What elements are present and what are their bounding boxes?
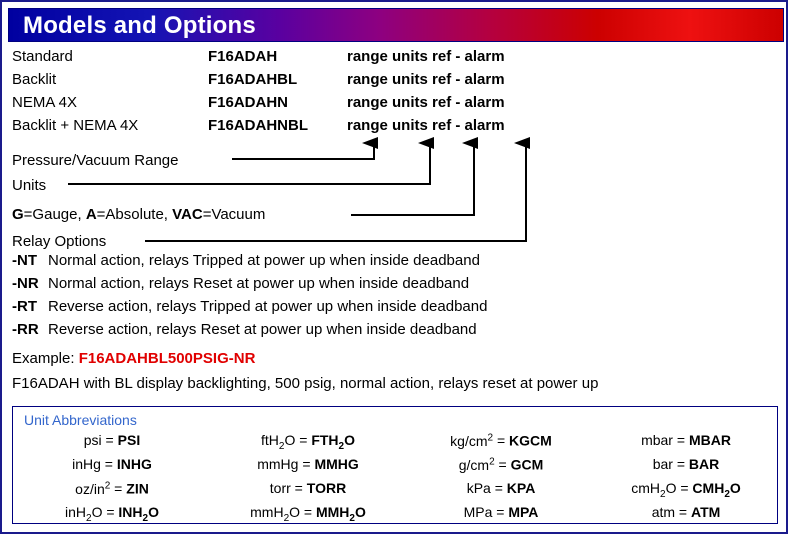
abbr-code: MBAR [688, 432, 731, 448]
unit-abbreviations-grid [14, 432, 776, 528]
abbreviation-cell: $kg/cm^2$ = KGCM [450, 432, 552, 449]
abbr-unit: inHg [72, 456, 101, 472]
callout-label: G=Gauge, A=Absolute, VAC=Vacuum [12, 206, 269, 223]
abbr-unit: inH$_2$O [64, 504, 103, 524]
abbreviation-cell: $mmH_2O = MMH_2O$ [250, 504, 366, 524]
callout-reference [12, 206, 572, 230]
relay-option-description: Normal action, relays Tripped at power up when inside deadband [48, 252, 480, 269]
model-name: Backlit [12, 71, 57, 88]
example-description: F16ADAH with BL display backlighting, 500 psig, normal action, relays reset at power up [12, 375, 599, 392]
abbr-unit: mmHg [257, 456, 299, 472]
abbr-unit: kPa [466, 480, 491, 496]
model-row [12, 71, 612, 94]
relay-option-description: Reverse action, relays Tripped at power up when inside deadband [48, 298, 488, 315]
relay-option-code: -RT [12, 298, 37, 315]
example-line [12, 350, 255, 367]
unit-abbreviations-title: Unit Abbreviations [24, 412, 137, 428]
relay-option-item [12, 275, 712, 298]
abbr-code: KGCM [509, 432, 552, 449]
model-suffix: range units ref - alarm [347, 48, 505, 65]
abbreviation-cell: inHg = INHG [72, 456, 152, 472]
abbreviation-cell: $oz/in^2$ = ZIN [75, 480, 149, 497]
relay-option-description: Reverse action, relays Reset at power up when inside deadband [48, 321, 477, 338]
callout-label: Relay Options [12, 233, 110, 250]
model-suffix: range units ref - alarm [347, 71, 505, 88]
abbr-unit: bar [652, 456, 673, 472]
abbreviation-cell: MPa = MPA [463, 504, 539, 520]
model-name: NEMA 4X [12, 94, 78, 111]
model-row [12, 94, 612, 117]
abbr-code: KPA [506, 480, 536, 496]
abbr-code: $INH_2O$ [118, 504, 159, 524]
callout-label: Pressure/Vacuum Range [12, 152, 182, 169]
header-banner [8, 8, 784, 42]
abbr-code: MPA [508, 504, 539, 520]
callout-units [12, 177, 572, 201]
abbr-unit: torr [269, 480, 291, 496]
abbreviation-cell: torr = TORR [269, 480, 347, 496]
callout-label: Units [12, 177, 50, 194]
abbr-code: ZIN [126, 480, 149, 497]
abbreviation-cell: atm = ATM [651, 504, 721, 520]
abbr-code: GCM [510, 456, 544, 473]
relay-option-item [12, 321, 712, 344]
abbr-code: MMHG [314, 456, 359, 472]
model-name: Backlit + NEMA 4X [12, 117, 139, 134]
abbr-code: $FTH_2O$ [311, 432, 355, 452]
callout-range [12, 152, 572, 176]
abbreviation-cell: kPa = KPA [466, 480, 536, 496]
relay-option-code: -NR [12, 275, 39, 292]
model-suffix: range units ref - alarm [347, 94, 505, 111]
abbr-code: ATM [691, 504, 721, 520]
model-list [12, 48, 612, 140]
abbreviation-cell: bar = BAR [652, 456, 720, 472]
abbr-code: INHG [116, 456, 152, 472]
abbreviation-cell: psi = PSI [83, 432, 141, 448]
abbr-unit: MPa [463, 504, 493, 520]
abbreviation-cell: mmHg = MMHG [257, 456, 359, 472]
abbr-code: TORR [306, 480, 347, 496]
model-code: F16ADAHNBL [208, 117, 309, 134]
abbr-unit: psi [83, 432, 102, 448]
page-title: Models and Options [23, 12, 256, 39]
relay-option-item [12, 298, 712, 321]
abbr-code: PSI [117, 432, 141, 448]
model-name: Standard [12, 48, 73, 65]
abbr-unit: atm [651, 504, 676, 520]
model-row [12, 117, 612, 140]
abbr-code: $MMH_2O$ [315, 504, 366, 524]
abbreviation-cell: $ftH_2O = FTH_2O$ [261, 432, 355, 452]
abbreviation-cell: mbar = MBAR [641, 432, 731, 448]
abbr-unit: mmH$_2$O [250, 504, 301, 524]
model-code: F16ADAH [208, 48, 278, 65]
abbr-code: BAR [688, 456, 720, 472]
model-row [12, 48, 612, 71]
abbreviation-cell: $inH_2O = INH_2O$ [64, 504, 159, 524]
abbreviation-cell: $g/cm^2$ = GCM [458, 456, 544, 473]
model-suffix: range units ref - alarm [347, 117, 505, 134]
model-code: F16ADAHBL [208, 71, 298, 88]
abbr-unit: cmH$_2$O [631, 480, 677, 500]
abbr-unit: mbar [641, 432, 673, 448]
abbr-unit: $kg/cm^2$ [450, 432, 494, 449]
example-label: Example: [12, 350, 79, 367]
relay-option-code: -NT [12, 252, 37, 269]
abbr-unit: ftH$_2$O [261, 432, 296, 452]
relay-option-description: Normal action, relays Reset at power up when inside deadband [48, 275, 470, 292]
example-code: F16ADAHBL500PSIG-NR [78, 350, 256, 367]
abbr-code: $CMH_2O$ [692, 480, 741, 500]
abbreviation-cell: $cmH_2O = CMH_2O$ [631, 480, 741, 500]
abbr-unit: $g/cm^2$ [458, 456, 495, 473]
relay-option-code: -RR [12, 321, 39, 338]
callout-labels [12, 152, 572, 248]
relay-option-item [12, 252, 712, 275]
relay-options-list [12, 252, 712, 344]
model-code: F16ADAHN [208, 94, 289, 111]
abbr-unit: $oz/in^2$ [75, 480, 111, 497]
